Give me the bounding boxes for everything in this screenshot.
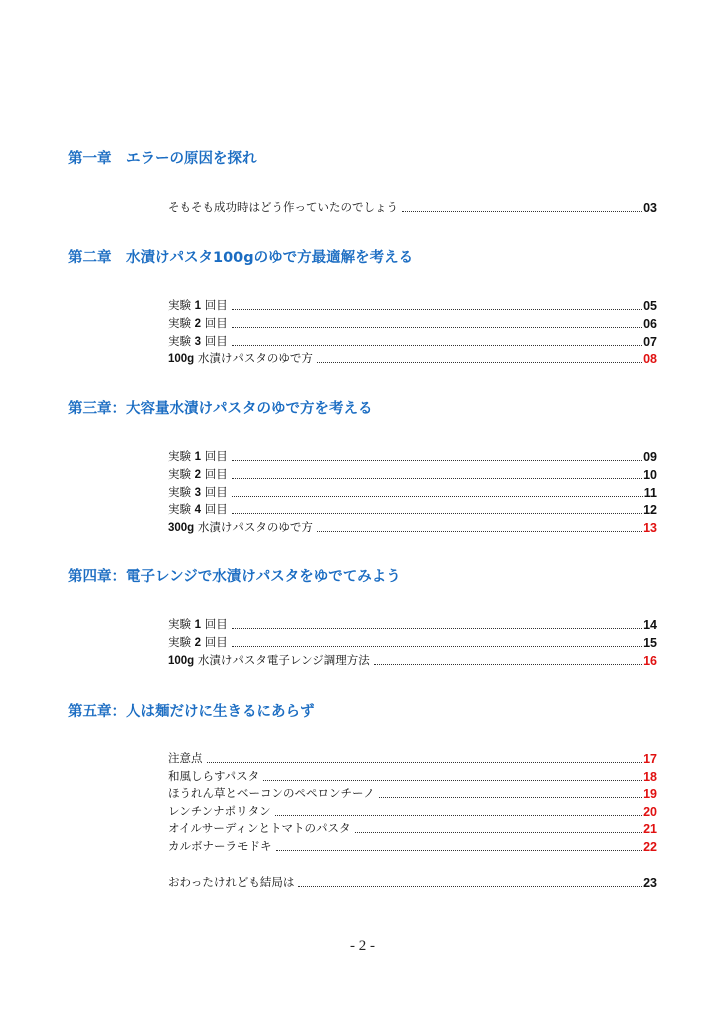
entry-title <box>168 315 228 332</box>
entry-text-suffix: 水漬けパスタのゆで方 <box>194 351 313 365</box>
dot-leader <box>232 478 642 479</box>
chapter-heading: 第二章 水漬けパスタ100gのゆで方最適解を考える <box>68 250 414 266</box>
entry-title <box>168 820 351 837</box>
page-number-ref: 09 <box>643 450 657 464</box>
entry-text: 実験 <box>168 316 195 330</box>
dot-leader <box>276 850 643 851</box>
page-number-ref: 18 <box>643 770 657 784</box>
page-number-ref: 07 <box>643 335 657 349</box>
entry-text-suffix: 回目 <box>201 467 228 481</box>
page-number-ref: 15 <box>643 636 657 650</box>
dot-leader <box>232 460 642 461</box>
dot-leader <box>374 664 642 665</box>
chapter-heading: 第三章：大容量水漬けパスタのゆで方を考える <box>68 401 373 417</box>
page-number-ref: 17 <box>643 752 657 766</box>
entry-bold-text: 2 <box>194 318 202 330</box>
entry-bold-text: 1 <box>194 451 202 463</box>
entry-text-suffix: 回目 <box>201 316 228 330</box>
toc-entry[interactable] <box>168 768 657 785</box>
entry-text-suffix: 回目 <box>201 485 228 499</box>
entry-title <box>168 785 375 802</box>
entry-title <box>168 448 228 465</box>
entry-bold-text: 2 <box>194 637 202 649</box>
entry-title <box>168 616 228 633</box>
entry-text: 実験 <box>168 635 195 649</box>
entry-text: 注意点 <box>168 751 203 765</box>
entry-title <box>168 333 228 350</box>
toc-entry[interactable] <box>168 466 657 483</box>
page-number: - 2 - <box>350 938 375 954</box>
entry-text-suffix: 回目 <box>201 298 228 312</box>
entry-bold-text: 300g <box>168 522 195 534</box>
dot-leader <box>232 496 643 497</box>
dot-leader <box>207 762 643 763</box>
dot-leader <box>232 327 642 328</box>
entry-bold-text: 2 <box>194 469 202 481</box>
entry-title <box>168 519 313 536</box>
entry-text: レンチンナポリタン <box>168 804 271 818</box>
toc-entry[interactable] <box>168 652 657 669</box>
page-number-ref: 10 <box>643 468 657 482</box>
page-number-ref: 16 <box>643 654 657 668</box>
page-number-ref: 11 <box>643 486 657 500</box>
entry-title <box>168 652 370 669</box>
page-number-ref: 03 <box>643 201 657 215</box>
chapter-heading: 第一章 エラーの原因を探れ <box>68 151 257 167</box>
entry-text: そもそも成功時はどう作っていたのでしょう <box>168 200 398 214</box>
page-number-ref: 19 <box>643 787 657 801</box>
toc-entry[interactable] <box>168 785 657 802</box>
entry-bold-text: 100g <box>168 655 195 667</box>
entry-title <box>168 466 228 483</box>
dot-leader <box>402 211 642 212</box>
chapter-heading: 第五章：人は麺だけに生きるにあらず <box>68 704 315 720</box>
dot-leader <box>263 780 642 781</box>
dot-leader <box>379 797 642 798</box>
entry-text: 実験 <box>168 334 195 348</box>
entry-text: 実験 <box>168 298 195 312</box>
page-number-ref: 13 <box>643 521 657 535</box>
entry-text-suffix: 回目 <box>201 502 228 516</box>
toc-entry[interactable] <box>168 519 657 536</box>
entry-text-suffix: 回目 <box>201 617 228 631</box>
toc-entry[interactable] <box>168 448 657 465</box>
entry-title <box>168 297 228 314</box>
dot-leader <box>298 886 642 887</box>
entry-bold-text: 100g <box>168 353 195 365</box>
toc-entry[interactable] <box>168 484 657 501</box>
entry-title <box>168 874 294 891</box>
dot-leader <box>232 646 642 647</box>
dot-leader <box>275 815 642 816</box>
dot-leader <box>232 309 642 310</box>
entry-text: オイルサーディンとトマトのパスタ <box>168 821 351 835</box>
entry-title <box>168 768 259 785</box>
page-number-ref: 20 <box>643 805 657 819</box>
entry-text: 実験 <box>168 502 195 516</box>
page-number-ref: 14 <box>643 618 657 632</box>
entry-text: 実験 <box>168 485 195 499</box>
toc-entry[interactable] <box>168 874 657 891</box>
toc-entry[interactable] <box>168 315 657 332</box>
toc-entry[interactable] <box>168 750 657 767</box>
toc-entry[interactable] <box>168 333 657 350</box>
entry-text: 実験 <box>168 467 195 481</box>
entry-text-suffix: 回目 <box>201 334 228 348</box>
dot-leader <box>232 628 642 629</box>
toc-entry[interactable] <box>168 616 657 633</box>
entry-title <box>168 803 271 820</box>
toc-entry[interactable] <box>168 838 657 855</box>
dot-leader <box>232 513 642 514</box>
entry-title <box>168 501 228 518</box>
entry-bold-text: 1 <box>194 619 202 631</box>
page-number-ref: 12 <box>643 503 657 517</box>
entry-title <box>168 634 228 651</box>
page-number-ref: 06 <box>643 317 657 331</box>
page-number-ref: 05 <box>643 299 657 313</box>
dot-leader <box>355 832 643 833</box>
entry-text: おわったけれども結局は <box>168 875 295 889</box>
page-number-ref: 08 <box>643 352 657 366</box>
toc-entry[interactable] <box>168 803 657 820</box>
dot-leader <box>317 531 642 532</box>
dot-leader <box>317 362 642 363</box>
entry-text-suffix: 回目 <box>201 449 228 463</box>
entry-title <box>168 838 272 855</box>
entry-title <box>168 484 228 501</box>
entry-text: カルボナーラモドキ <box>168 839 272 853</box>
entry-text-suffix: 水漬けパスタ電子レンジ調理方法 <box>194 653 370 667</box>
toc-entry[interactable] <box>168 297 657 314</box>
entry-text: 実験 <box>168 449 195 463</box>
entry-text: 実験 <box>168 617 195 631</box>
entry-text-suffix: 水漬けパスタのゆで方 <box>194 520 313 534</box>
entry-text-suffix: 回目 <box>201 635 228 649</box>
toc-entry[interactable] <box>168 350 657 367</box>
toc-entry[interactable] <box>168 199 657 216</box>
page-number-ref: 23 <box>643 876 657 890</box>
entry-text: 和風しらすパスタ <box>168 769 260 783</box>
entry-title <box>168 750 203 767</box>
entry-title <box>168 350 313 367</box>
toc-entry[interactable] <box>168 820 657 837</box>
dot-leader <box>232 345 642 346</box>
entry-title <box>168 199 398 216</box>
toc-entry[interactable] <box>168 634 657 651</box>
entry-bold-text: 3 <box>194 336 202 348</box>
entry-bold-text: 3 <box>194 487 202 499</box>
page-number-ref: 22 <box>643 840 657 854</box>
page-number-ref: 21 <box>643 822 657 836</box>
chapter-heading: 第四章：電子レンジで水漬けパスタをゆでてみよう <box>68 569 401 585</box>
entry-bold-text: 4 <box>194 504 202 516</box>
entry-text: ほうれん草とベーコンのペペロンチーノ <box>168 786 375 800</box>
toc-entry[interactable] <box>168 501 657 518</box>
entry-bold-text: 1 <box>194 300 202 312</box>
